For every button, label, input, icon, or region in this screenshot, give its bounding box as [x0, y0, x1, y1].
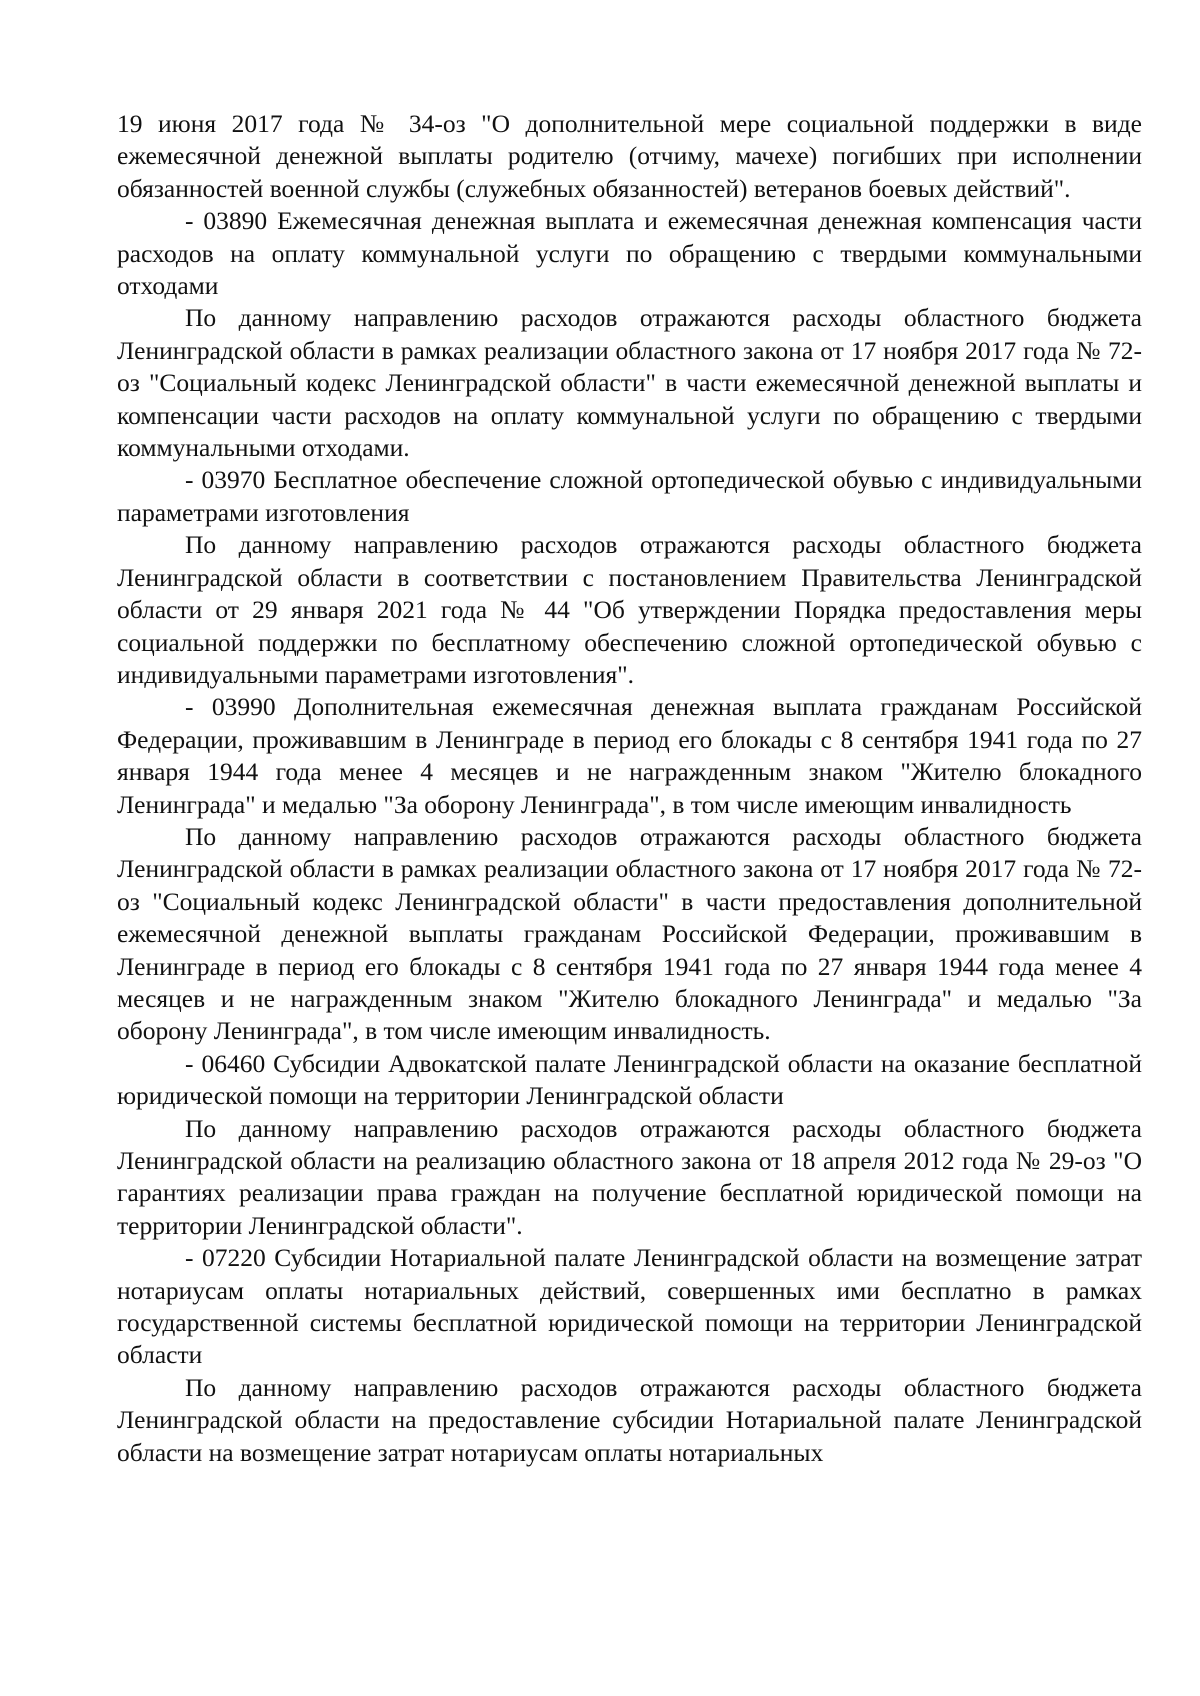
paragraph-07220-description: По данному направлению расходов отражаются расходы областного бюджета Ленинградской области на предоставление субсидии Нотариальной палате Ленинградской области на возмещение затрат нотариусам оплаты нотариальных — [117, 1372, 1142, 1467]
paragraph-03970-description: По данному направлению расходов отражаются расходы областного бюджета Ленинградской области в соответствии с постановлением Правительства Ленинградской области от 29 января 2021 года № 44 "Об утверждении Порядка предоставления меры социальной поддержки по бесплатному обеспечению сложной ортопедической обувью с индивидуальными параметрами изготовления". — [117, 530, 1142, 689]
paragraph-law-34-oz-continuation: 19 июня 2017 года № 34-оз "О дополнительной мере социальной поддержки в виде ежемесячной денежной выплаты родителю (отчиму, мачехе) погибших при исполнении обязанностей военной службы (служебных обязанностей) ветеранов боевых действий". — [117, 109, 1142, 203]
paragraph-06460-heading: - 06460 Субсидии Адвокатской палате Ленинградской области на оказание бесплатной юридической помощи на территории Ленинградской области — [117, 1048, 1142, 1111]
paragraph-03990-heading: - 03990 Дополнительная ежемесячная денежная выплата гражданам Российской Федерации, проживавшим в Ленинграде в период его блокады с 8 сентября 1941 года по 27 января 1944 года менее 4 месяцев и не награжденным знаком "Жителю блокадного Ленинграда" и медалью "За оборону Ленинграда", в том числе имеющим инвалидность — [117, 692, 1142, 819]
paragraph-03890-heading: - 03890 Ежемесячная денежная выплата и ежемесячная денежная компенсация части расходов на оплату коммунальной услуги по обращению с твердыми коммунальными отходами — [117, 206, 1142, 301]
document-page — [117, 108, 1142, 1469]
paragraph-03890-description: По данному направлению расходов отражаются расходы областного бюджета Ленинградской области в рамках реализации областного закона от 17 ноября 2017 года № 72-оз "Социальный кодекс Ленинградской области" в части ежемесячной денежной выплаты и компенсации части расходов на оплату коммунальной услуги по обращению с твердыми коммунальными отходами. — [117, 303, 1142, 463]
paragraph-03990-description: По данному направлению расходов отражаются расходы областного бюджета Ленинградской области в рамках реализации областного закона от 17 ноября 2017 года № 72-оз "Социальный кодекс Ленинградской области" в части предоставления дополнительной ежемесячной денежной выплаты гражданам Российской Федерации, проживавшим в Ленинграде в период его блокады с 8 сентября 1941 года по 27 января 1944 года менее 4 месяцев и не награжденным знаком "Жителю блокадного Ленинграда" и медалью "За оборону Ленинграда", в том числе имеющим инвалидность. — [117, 821, 1142, 1046]
paragraph-03970-heading: - 03970 Бесплатное обеспечение сложной ортопедической обувью с индивидуальными параметрами изготовления — [117, 465, 1142, 527]
paragraph-06460-description: По данному направлению расходов отражаются расходы областного бюджета Ленинградской области на реализацию областного закона от 18 апреля 2012 года № 29-оз "О гарантиях реализации права граждан на получение бесплатной юридической помощи на территории Ленинградской области". — [117, 1113, 1142, 1240]
paragraph-07220-heading: - 07220 Субсидии Нотариальной палате Ленинградской области на возмещение затрат нотариусам оплаты нотариальных действий, совершенных ими бесплатно в рамках государственной системы бесплатной юридической помощи на территории Ленинградской области — [117, 1243, 1142, 1370]
